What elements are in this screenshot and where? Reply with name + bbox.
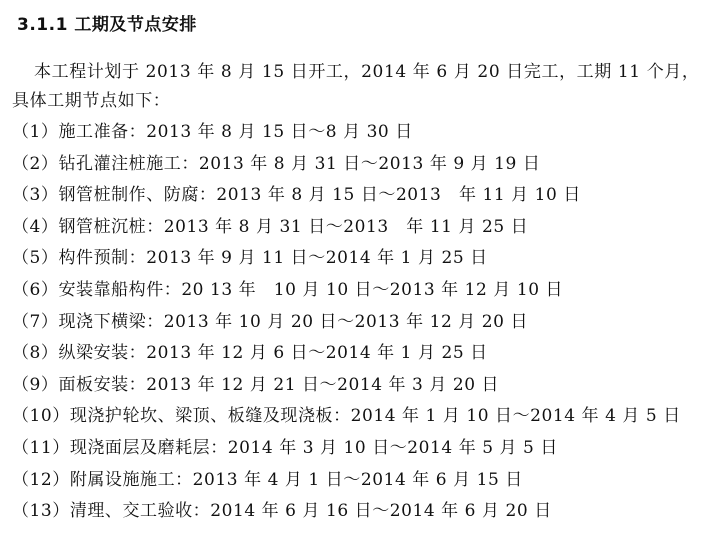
schedule-item: （2）钻孔灌注桩施工：2013 年 8 月 31 日～2013 年 9 月 19 日 [12, 153, 541, 174]
schedule-item: （10）现浇护轮坎、梁顶、板缝及现浇板：2014 年 1 月 10 日～2014 年 4 月 5 日 [12, 406, 681, 427]
schedule-item: （7）现浇下横梁：2013 年 10 月 20 日～2013 年 12 月 20 日 [12, 311, 529, 332]
schedule-item: （8）纵梁安装：2013 年 12 月 6 日～2014 年 1 月 25 日 [12, 343, 488, 364]
schedule-item: （1）施工准备：2013 年 8 月 15 日～8 月 30 日 [12, 122, 413, 142]
intro-paragraph [12, 58, 702, 116]
schedule-item: （6）安装靠船构件：20 13 年 10 月 10 日～2013 年 12 月 10 日 [12, 279, 564, 300]
schedule-item: （9）面板安装：2013 年 12 月 21 日～2014 年 3 月 20 日 [12, 374, 500, 395]
schedule-item: （4）钢管桩沉桩：2013 年 8 月 31 日～2013 年 11 月 25 日 [12, 216, 529, 237]
schedule-item: （5）构件预制：2013 年 9 月 11 日～2014 年 1 月 25 日 [12, 248, 488, 269]
intro-text: 本工程计划于 2013 年 8 月 15 日开工，2014 年 6 月 20 日完工，工期 11 个月，具体工期节点如下： [12, 62, 700, 111]
schedule-list [12, 117, 681, 528]
schedule-item: （12）附属设施施工：2013 年 4 月 1 日～2014 年 6 月 15 日 [12, 469, 523, 490]
schedule-item: （3）钢管桩制作、防腐：2013 年 8 月 15 日～2013 年 11 月 10 日 [12, 185, 581, 206]
schedule-item: （11）现浇面层及磨耗层：2014 年 3 月 10 日～2014 年 5 月 5 日 [12, 437, 558, 458]
section-heading: 3.1.1 工期及节点安排 [17, 15, 197, 35]
schedule-item: （13）清理、交工验收：2014 年 6 月 16 日～2014 年 6 月 20 日 [12, 501, 552, 522]
